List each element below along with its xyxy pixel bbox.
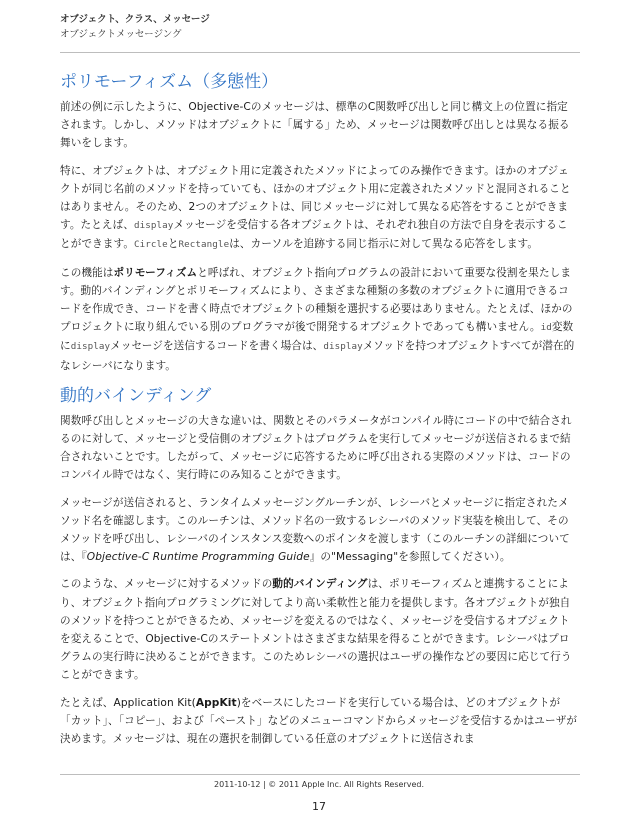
paragraph-polymorphism-3 (60, 264, 578, 375)
book-title: Objective-C Runtime Programming Guide (86, 551, 310, 564)
text-run: たとえば、Application Kit( (60, 696, 196, 709)
code-display: display (134, 220, 174, 232)
paragraph-binding-1: 関数呼び出しとメッセージの大きな違いは、関数とそのパラメータがコンパイル時にコードの中で結合されるのに対して、メッセージと受信側のオブジェクトはプログラムを実行してメッセージが送信されるまで結合されないことです。したがって、メッセージに応答するために呼び出される実際のメソッドは、コードのコンパイル時ではなく、実行時にのみ知ることができます。 (60, 414, 572, 482)
text-run: 』の"Messaging"を参照してください）。 (309, 551, 511, 564)
text-run: この機能は (60, 266, 114, 279)
chapter-title: オブジェクト、クラス、メッセージ (60, 14, 210, 25)
term-polymorphism: ポリモーフィズム (113, 266, 198, 279)
footer-copyright: 2011-10-12 | © 2011 Apple Inc. All Rights Reserved. (214, 780, 424, 789)
running-header (60, 12, 210, 42)
paragraph-binding-4 (60, 694, 578, 749)
text-run: メソッドを持つオブジェクトすべてが潜在的なレシーバになります。 (60, 340, 575, 372)
page-body (60, 70, 578, 757)
paragraph-polymorphism-1: 前述の例に示したように、Objective-Cのメッセージは、標準のC関数呼び出しと同じ構文上の位置に指定されます。しかし、メソッドはオブジェクトに「属する」ため、メッセージは関数呼び出しとは異なる振る舞いをします。 (60, 101, 570, 150)
paragraph-polymorphism-2 (60, 162, 578, 255)
paragraph-binding-2 (60, 494, 578, 567)
paragraph-binding-3 (60, 575, 578, 684)
code-rectangle: Rectangle (178, 239, 230, 251)
footer-divider (60, 774, 580, 775)
term-appkit: AppKit (195, 696, 237, 709)
text-run: メッセージが送信されると、ランタイムメッセージングルーチンが、レシーバとメッセージに指定されたメソッド名を確認します。このルーチンは、メソッド名の一致するレシーバのメソッド実装を検出して、そのメソッドを呼び出し、レシーバのインスタンス変数へのポインタを渡します（このルーチンの詳細については、『 (60, 496, 570, 564)
text-run: メッセージを送信するコードを書く場合は、 (110, 340, 324, 353)
section-title: オブジェクトメッセージング (60, 29, 182, 40)
header-divider (60, 52, 580, 53)
code-display: display (323, 341, 363, 353)
text-run: このような、メッセージに対するメソッドの (60, 578, 273, 591)
code-display: display (70, 341, 111, 353)
text-run: )をベースにしたコードを実行している場合は、どのオブジェクトが「カット」、「コピー」、および「ペースト」などのメニューコマンドからメッセージを受信するかはユーザが決めます。メッセージは、現在の選択を制御している任意のオブジェクトに送信されま (60, 696, 578, 746)
text-run: と (167, 238, 179, 251)
page-number: 17 (312, 800, 326, 813)
text-run: は、カーソルを追跡する同じ指示に対して異なる応答をします。 (229, 238, 539, 251)
term-dynamic-binding: 動的バインディング (272, 578, 368, 591)
text-run: と呼ばれ、オブジェクト指向プログラムの設計において重要な役割を果たします。動的バインディングとポリモーフィズムにより、さまざまな種類の多数のオブジェクトに適用できるコードを作成でき、コードを書く時点でオブジェクトの種類を選択する必要はありません。たとえば、ほかのプロジェクトに取り組んでいる別のプログラマが後で開発するオブジェクトであっても構いません。 (60, 266, 573, 334)
code-id: id (540, 322, 552, 334)
text-run: メッセージを受信する各オブジェクトは、それぞれ独自の方法で自身を表示することができます。 (60, 219, 568, 251)
text-run: は、ポリモーフィズムと連携することにより、オブジェクト指向プログラミングに対してより高い柔軟性と能力を提供します。各オブジェクトが独自のメソッドを持つことができるため、メッセージを変えるのではなく、メッセージを受信するオブジェクトを変えることで、Objective-Cのステートメントはさまざまな結果を得ることができます。レシーバはプログラムの実行時に決めることができます。このためレシーバの選択はユーザの操作などの要因に応じて行うことができます。 (60, 578, 572, 682)
text-run: 変数に (60, 321, 574, 353)
heading-dynamic-binding: 動的バインディング (60, 385, 212, 406)
heading-polymorphism: ポリモーフィズム（多態性） (60, 72, 279, 92)
text-run: 特に、オブジェクトは、オブジェクト用に定義されたメソッドによってのみ操作できます。ほかのオブジェクトが同じ名前のメソッドを持っていても、ほかのオブジェクト用に定義されたメソッドと混同されることはありません。そのため、2つのオブジェクトは、同じメッセージに対して異なる応答をすることができます。たとえば、 (60, 164, 571, 232)
code-circle: Circle (134, 239, 168, 251)
